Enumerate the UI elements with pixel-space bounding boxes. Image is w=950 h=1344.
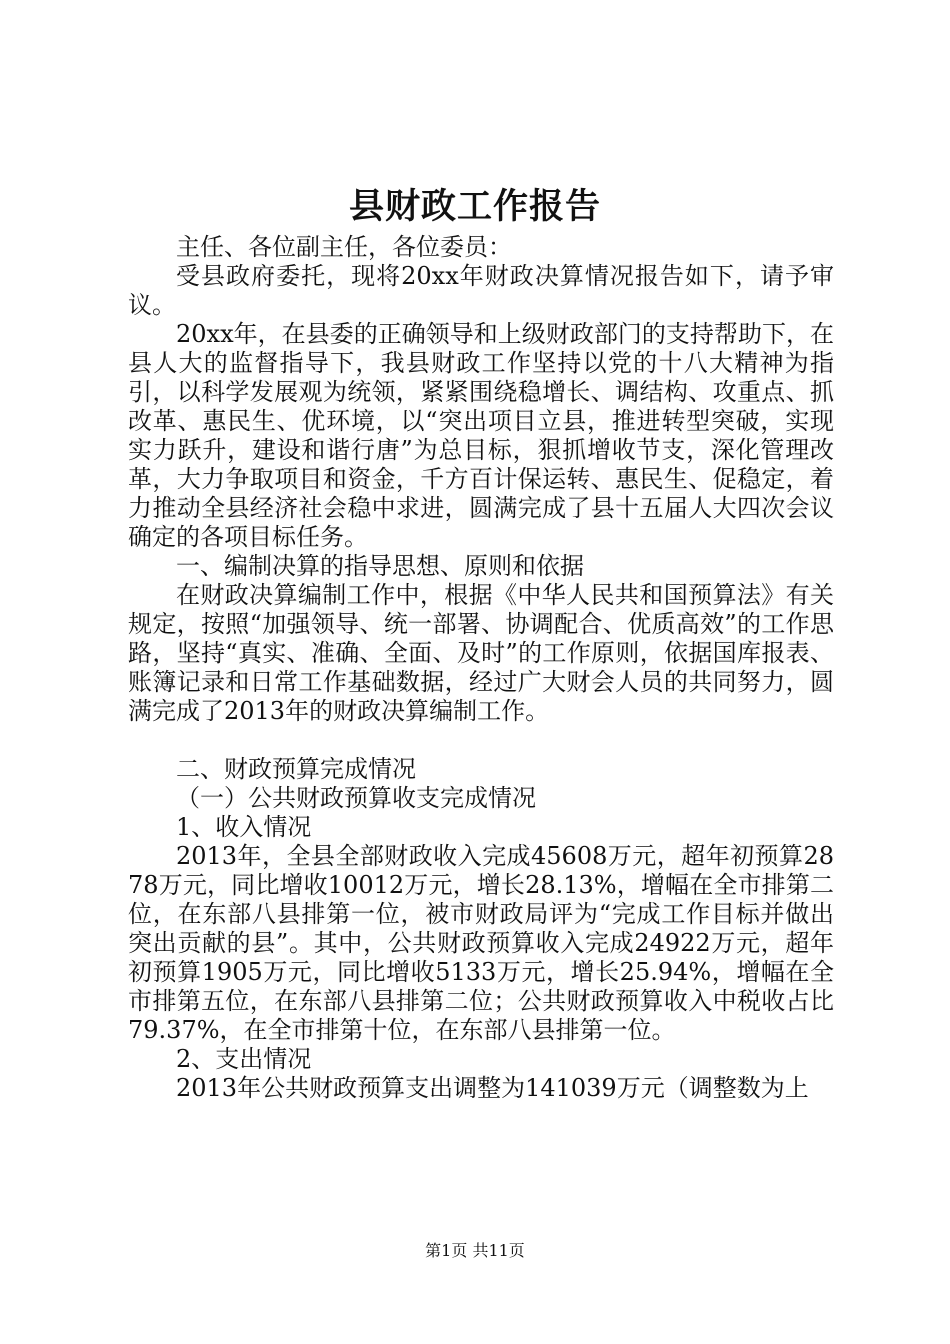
page-footer: 第1页 共11页 (425, 1241, 525, 1260)
expenditure-heading: 2、支出情况 (176, 1045, 312, 1073)
section-heading-1: 一、编制决算的指导思想、原则和依据 (176, 552, 584, 580)
overview-paragraph: 20xx年，在县委的正确领导和上级财政部门的支持帮助下，在县人大的监督指导下，我县财政工作坚持以党的十八大精神为指引，以科学发展观为统领，紧紧围绕稳增长、调结构、攻重点、抓改革、惠民生、优环境，以“突出项目立县，推进转型突破，实现实力跃升，建设和谐行唐”为总目标，狠抓增收节支，深化管理改革，大力争取项目和资金，千方百计保运转、惠民生、促稳定，着力推动全县经济社会稳中求进，圆满完成了县十五届人大四次会议确定的各项目标任务。 (128, 320, 834, 551)
section-heading-2: 二、财政预算完成情况 (176, 755, 416, 783)
document-body (128, 233, 834, 1103)
blank-line (128, 726, 834, 755)
subsection-heading: （一）公共财政预算收支完成情况 (176, 784, 536, 812)
expenditure-paragraph: 2013年公共财政预算支出调整为141039万元（调整数为上 (176, 1074, 809, 1102)
document-title: 县财政工作报告 (348, 186, 601, 227)
income-paragraph: 2013年，全县全部财政收入完成45608万元，超年初预算2878万元，同比增收10012万元，增长28.13%，增幅在全市排第二位，在东部八县排第一位，被市财政局评为“完成工作目标并做出突出贡献的县”。其中，公共财政预算收入完成24922万元，超年初预算1905万元，同比增收5133万元，增长25.94%，增幅在全市排第五位，在东部八县排第二位；公共财政预算收入中税收占比79.37%，在全市排第十位，在东部八县排第一位。 (128, 842, 834, 1044)
section-1-paragraph: 在财政决算编制工作中，根据《中华人民共和国预算法》有关规定，按照“加强领导、统一部署、协调配合、优质高效”的工作思路，坚持“真实、准确、全面、及时”的工作原则，依据国库报表、账簿记录和日常工作基础数据，经过广大财会人员的共同努力，圆满完成了2013年的财政决算编制工作。 (128, 581, 834, 725)
salutation-paragraph: 主任、各位副主任，各位委员： (176, 233, 512, 261)
intro-paragraph: 受县政府委托，现将20xx年财政决算情况报告如下，请予审议。 (128, 262, 834, 319)
income-heading: 1、收入情况 (176, 813, 312, 841)
